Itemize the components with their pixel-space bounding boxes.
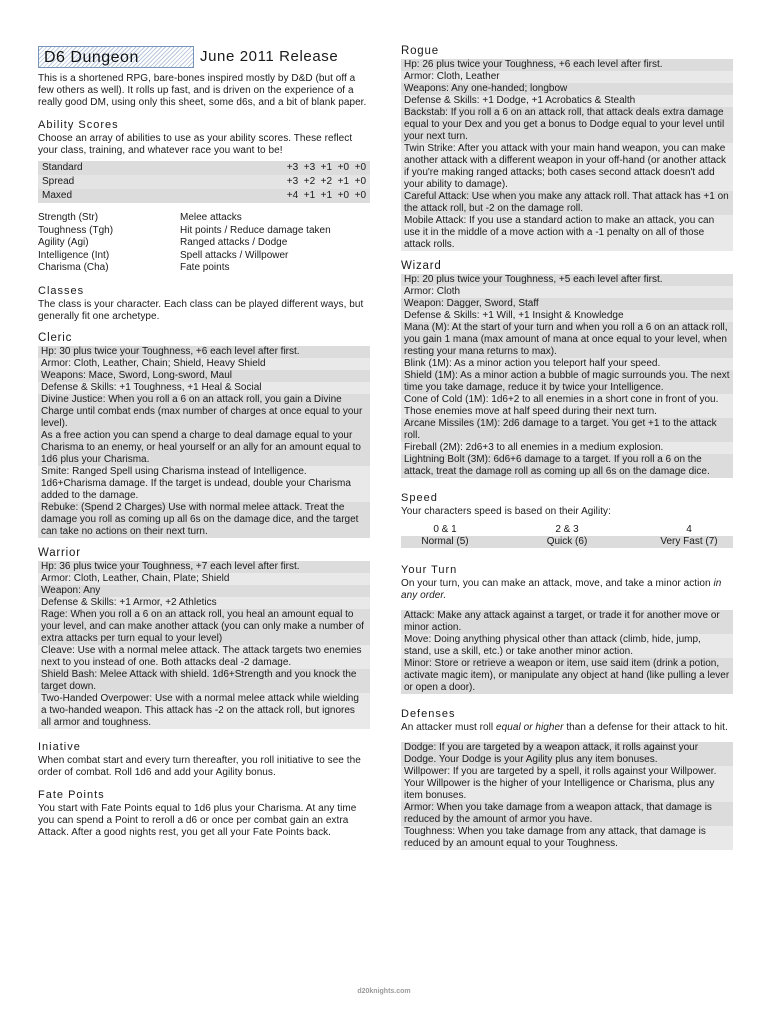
speed-heading: Speed xyxy=(401,492,438,504)
speed-text: Your characters speed is based on their Agility: xyxy=(401,506,611,517)
attribute-row xyxy=(38,237,370,250)
class-row: Rage: When you roll a 6 on an attack roll, you heal an amount equal to your level, and can make another attack (you can only make a number of extra attacks per turn equal to your level) xyxy=(38,609,370,645)
attribute-row xyxy=(38,262,370,275)
class-row: Weapons: Any one-handed; longbow xyxy=(401,83,733,95)
warrior-block xyxy=(38,561,370,729)
attribute-row xyxy=(38,212,370,225)
rogue-block xyxy=(401,59,733,251)
turn-heading: Your Turn xyxy=(401,564,458,576)
attribute-use: Fate points xyxy=(180,262,230,273)
ability-text: Choose an array of abilities to use as your ability scores. These reflect your class, training, and whatever race you want to be! xyxy=(38,133,353,156)
class-row: Shield Bash: Melee Attack with shield. 1d6+Strength and you knock the target down. xyxy=(38,669,370,693)
attribute-name: Strength (Str) xyxy=(38,212,99,223)
speed-agility: 4 xyxy=(686,524,692,535)
score-name: Maxed xyxy=(42,190,73,201)
attribute-name: Charisma (Cha) xyxy=(38,262,109,273)
defenses-text-a: An attacker must roll xyxy=(401,722,497,733)
attribute-use: Melee attacks xyxy=(180,212,242,223)
defenses-heading: Defenses xyxy=(401,708,456,720)
class-row: Cleave: Use with a normal melee attack. The attack targets two enemies next to you instead of one. Both attacks deal -2 damage. xyxy=(38,645,370,669)
class-row: Defense & Skills: +1 Armor, +2 Athletics xyxy=(38,597,370,609)
class-row: Rebuke: (Spend 2 Charges) Use with normal melee attack. Treat the damage you roll as coming up all 6s on the damage dice, and the target can take no actions on their next turn. xyxy=(38,502,370,538)
class-row: Lightning Bolt (3M): 6d6+6 damage to a target. If you roll a 6 on the attack, treat the damage roll as coming up all 6s on the damage dice. xyxy=(401,454,733,478)
wizard-heading: Wizard xyxy=(401,260,442,272)
attribute-row xyxy=(38,225,370,238)
score-values: +3 +2 +2 +1 +0 xyxy=(286,176,366,187)
class-row: Careful Attack: Use when you make any attack roll. That attack has +1 on the attack roll, but -2 on the damage roll. xyxy=(401,191,733,215)
class-row: Mana (M): At the start of your turn and when you roll a 6 on an attack roll, you gain 1 mana (max amount of mana at once equal to your level, when resting your mana returns to max). xyxy=(401,322,733,358)
initiative-heading: Iniative xyxy=(38,740,81,753)
class-row: Divine Justice: When you roll a 6 on an attack roll, you gain a Divine Charge until combat ends (max number of charges at once equal to your level). As a free action you can spend a charge to deal damage equal to your Charisma to an enemy, or heal yourself or an ally for an amount equal to 1d6 plus your Charisma. xyxy=(38,394,370,466)
speed-table xyxy=(401,524,733,548)
warrior-heading: Warrior xyxy=(38,546,81,559)
cleric-block xyxy=(38,346,370,538)
class-row: Mobile Attack: If you use a standard action to make an attack, you can use it in the middle of a move action with a -1 penalty on all of those attack rolls. xyxy=(401,215,733,251)
turn-text xyxy=(401,578,733,602)
defense-row: Willpower: If you are targeted by a spell, it rolls against your Willpower. Your Willpower is the higher of your Intelligence or Charisma, plus any item bonuses. xyxy=(401,766,733,802)
classes-heading: Classes xyxy=(38,284,85,297)
class-row: Hp: 20 plus twice your Toughness, +5 each level after first. xyxy=(401,274,733,286)
defenses-text-emphasis: equal or higher xyxy=(496,722,564,733)
class-row: Backstab: If you roll a 6 on an attack roll, that attack deals extra damage equal to your Dex and you get a bonus to Dodge equal to your level until your next turn. xyxy=(401,107,733,143)
ability-heading: Ability Scores xyxy=(38,119,119,131)
turn-row: Minor: Store or retrieve a weapon or item, use said item (drink a potion, activate magic item), or manipulate any object at hand (like pulling a lever or open a door). xyxy=(401,658,733,694)
class-row: Arcane Missiles (1M): 2d6 damage to a target. You get +1 to the attack roll. xyxy=(401,418,733,442)
class-row: Armor: Cloth xyxy=(401,286,733,298)
class-row: Weapons: Mace, Sword, Long-sword, Maul xyxy=(38,370,370,382)
attribute-list xyxy=(38,212,370,275)
fate-text: You start with Fate Points equal to 1d6 plus your Charisma. At any time you can spend a Point to reroll a d6 or once per combat gain an extra Attack. After a good nights rest, you get all your Fate Points back. xyxy=(38,802,357,838)
class-row: Twin Strike: After you attack with your main hand weapon, you can make another attack with a different weapon in your off-hand (or another attack if you're making ranged attacks; both cases second attack doesn't add your ability to damage). xyxy=(401,143,733,191)
fate-heading: Fate Points xyxy=(38,788,105,801)
attribute-name: Toughness (Tgh) xyxy=(38,224,114,236)
class-row: Hp: 26 plus twice your Toughness, +6 each level after first. xyxy=(401,59,733,71)
class-row: Smite: Ranged Spell using Charisma instead of Intelligence. 1d6+Charisma damage. If the target is undead, double your Charisma added to the damage. xyxy=(38,466,370,502)
turn-text-emphasis: in any order. xyxy=(401,578,722,601)
class-row: Armor: Cloth, Leather xyxy=(401,71,733,83)
right-column xyxy=(401,44,733,850)
attribute-name: Agility (Agi) xyxy=(38,237,89,248)
speed-value-row xyxy=(401,536,733,548)
class-row: Hp: 30 plus twice your Toughness, +6 each level after first. xyxy=(38,346,370,358)
attribute-use: Ranged attacks / Dodge xyxy=(180,237,288,248)
speed-value: Quick (6) xyxy=(546,536,588,547)
speed-value: Normal (5) xyxy=(421,536,469,547)
class-row: Cone of Cold (1M): 1d6+2 to all enemies in a short cone in front of you. Those enemies move at half speed during their next turn. xyxy=(401,394,733,418)
initiative-text: When combat start and every turn thereafter, you roll initiative to see the order of combat. Roll 1d6 and add your Agility bonus. xyxy=(38,754,361,778)
score-name: Spread xyxy=(42,176,75,187)
rogue-heading: Rogue xyxy=(401,45,439,57)
defenses-block xyxy=(401,742,733,850)
class-row: Weapon: Dagger, Sword, Staff xyxy=(401,298,733,310)
class-row: Defense & Skills: +1 Dodge, +1 Acrobatics & Stealth xyxy=(401,95,733,107)
attribute-use: Hit points / Reduce damage taken xyxy=(180,224,331,236)
turn-row: Attack: Make any attack against a target, or trade it for another move or minor action. xyxy=(401,610,733,634)
score-name: Standard xyxy=(42,162,83,173)
class-row: Armor: Cloth, Leather, Chain, Plate; Shield xyxy=(38,573,370,585)
score-values: +3 +3 +1 +0 +0 xyxy=(286,162,366,173)
score-arrays-table xyxy=(38,161,370,203)
class-row: Hp: 36 plus twice your Toughness, +7 each level after first. xyxy=(38,561,370,573)
score-row xyxy=(38,189,370,203)
turn-block xyxy=(401,610,733,694)
class-row: Weapon: Any xyxy=(38,585,370,597)
classes-text: The class is your character. Each class can be played different ways, but generally fit one archetype. xyxy=(38,298,364,322)
title-bar xyxy=(38,44,370,70)
title-box xyxy=(38,46,194,68)
class-row: Two-Handed Overpower: Use with a normal melee attack while wielding a two-handed weapon. This attack has -2 on the attack roll, but ignores all armor and toughness. xyxy=(38,693,370,729)
turn-row: Move: Doing anything physical other than attack (climb, hide, jump, stand, use a skill, etc.) or take another minor action. xyxy=(401,634,733,658)
score-row xyxy=(38,175,370,189)
class-row: Defense & Skills: +1 Toughness, +1 Heal & Social xyxy=(38,382,370,394)
defenses-text xyxy=(401,722,733,734)
attribute-name: Intelligence (Int) xyxy=(38,249,110,261)
speed-agility: 0 & 1 xyxy=(433,524,457,535)
cleric-heading: Cleric xyxy=(38,331,73,344)
release-date: June 2011 Release xyxy=(200,48,339,65)
class-row: Defense & Skills: +1 Will, +1 Insight & Knowledge xyxy=(401,310,733,322)
defenses-text-b: than a defense for their attack to hit. xyxy=(563,722,728,733)
score-values: +4 +1 +1 +0 +0 xyxy=(286,190,366,201)
attribute-use: Spell attacks / Willpower xyxy=(180,249,289,261)
score-row xyxy=(38,161,370,175)
class-row: Armor: Cloth, Leather, Chain; Shield, Heavy Shield xyxy=(38,358,370,370)
attribute-row xyxy=(38,250,370,263)
turn-text-main: On your turn, you can make an attack, move, and take a minor action xyxy=(401,578,714,589)
class-row: Fireball (2M): 2d6+3 to all enemies in a medium explosion. xyxy=(401,442,733,454)
class-row: Shield (1M): As a minor action a bubble of magic surrounds you. The next time you take damage, reduce it by twice your Intelligence. xyxy=(401,370,733,394)
speed-value: Very Fast (7) xyxy=(660,536,718,547)
defense-row: Dodge: If you are targeted by a weapon attack, it rolls against your Dodge. Your Dodge is your Agility plus any item bonuses. xyxy=(401,742,733,766)
left-column xyxy=(38,44,370,839)
wizard-block xyxy=(401,274,733,478)
footer-credit: d20knights.com xyxy=(357,988,411,995)
defense-row: Armor: When you take damage from a weapon attack, that damage is reduced by the amount of armor you have. xyxy=(401,802,733,826)
speed-agility-row xyxy=(401,524,733,536)
speed-agility: 2 & 3 xyxy=(555,524,579,535)
page-title: D6 Dungeon xyxy=(44,49,139,66)
spacer xyxy=(401,602,733,606)
class-row: Blink (1M): As a minor action you teleport half your speed. xyxy=(401,358,733,370)
intro-text: This is a shortened RPG, bare-bones inspired mostly by D&D (but off a few others as well). It rolls up fast, and is driven on the experience of a really good DM, using only this sheet, some d6s, and a bit of blank paper. xyxy=(38,73,367,108)
defense-row: Toughness: When you take damage from any attack, that damage is reduced by an amount equal to your Toughness. xyxy=(401,826,733,850)
